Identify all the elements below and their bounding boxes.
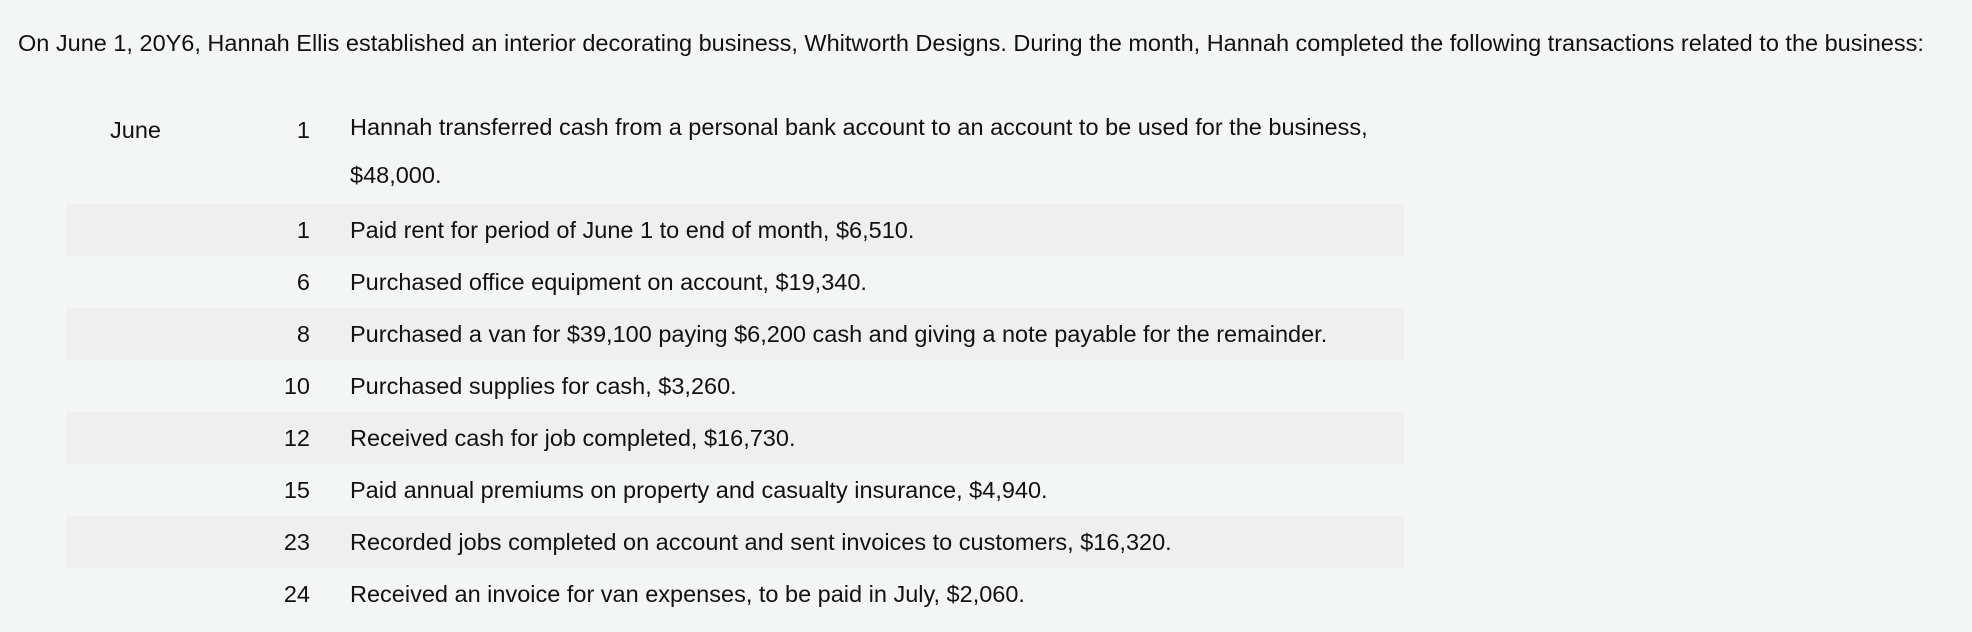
month-cell [66,568,190,620]
description-cell: Purchased supplies for cash, $3,260. [350,373,737,399]
table-row [66,464,1404,516]
day-cell: 24 [283,581,310,607]
month-cell [66,412,190,464]
table-row [66,256,1404,308]
day-cell: 12 [190,412,310,464]
day-cell: 6 [296,269,310,295]
description-cell: Recorded jobs completed on account and sent invoices to customers, $16,320. [310,516,1404,568]
transactions-table [66,103,1404,620]
problem-intro: On June 1, 20Y6, Hannah Ellis established an interior decorating business, Whitworth Designs. During the month, Hannah completed the following transactions related to the business: [18,30,1924,56]
description-line-2: $48,000. [350,162,442,188]
month-cell: June [110,117,161,143]
table-row [66,308,1404,360]
description-cell: Received an invoice for van expenses, to be paid in July, $2,060. [350,581,1025,607]
month-cell [66,308,190,360]
table-row [66,360,1404,412]
month-cell [66,256,190,308]
day-cell: 23 [190,516,310,568]
description-cell: Purchased office equipment on account, $19,340. [350,269,867,295]
month-cell [66,516,190,568]
month-cell [66,464,190,516]
description-cell: Purchased a van for $39,100 paying $6,200 cash and giving a note payable for the remainder. [310,308,1404,360]
table-row [66,412,1404,464]
description-line-1: Hannah transferred cash from a personal bank account to an account to be used for the business, [350,114,1368,140]
table-row [66,204,1404,256]
description-cell: Paid annual premiums on property and casualty insurance, $4,940. [350,477,1048,503]
description-cell: Received cash for job completed, $16,730. [310,412,1404,464]
table-row [66,516,1404,568]
day-cell: 10 [283,373,310,399]
description-cell: Paid rent for period of June 1 to end of month, $6,510. [310,204,1404,256]
table-row [66,568,1404,620]
day-cell: 8 [190,308,310,360]
description-cell [310,103,1404,204]
month-cell [66,360,190,412]
day-cell: 1 [296,117,310,143]
month-cell [66,204,190,256]
day-cell: 15 [283,477,310,503]
table-row [66,103,1404,204]
day-cell: 1 [190,204,310,256]
